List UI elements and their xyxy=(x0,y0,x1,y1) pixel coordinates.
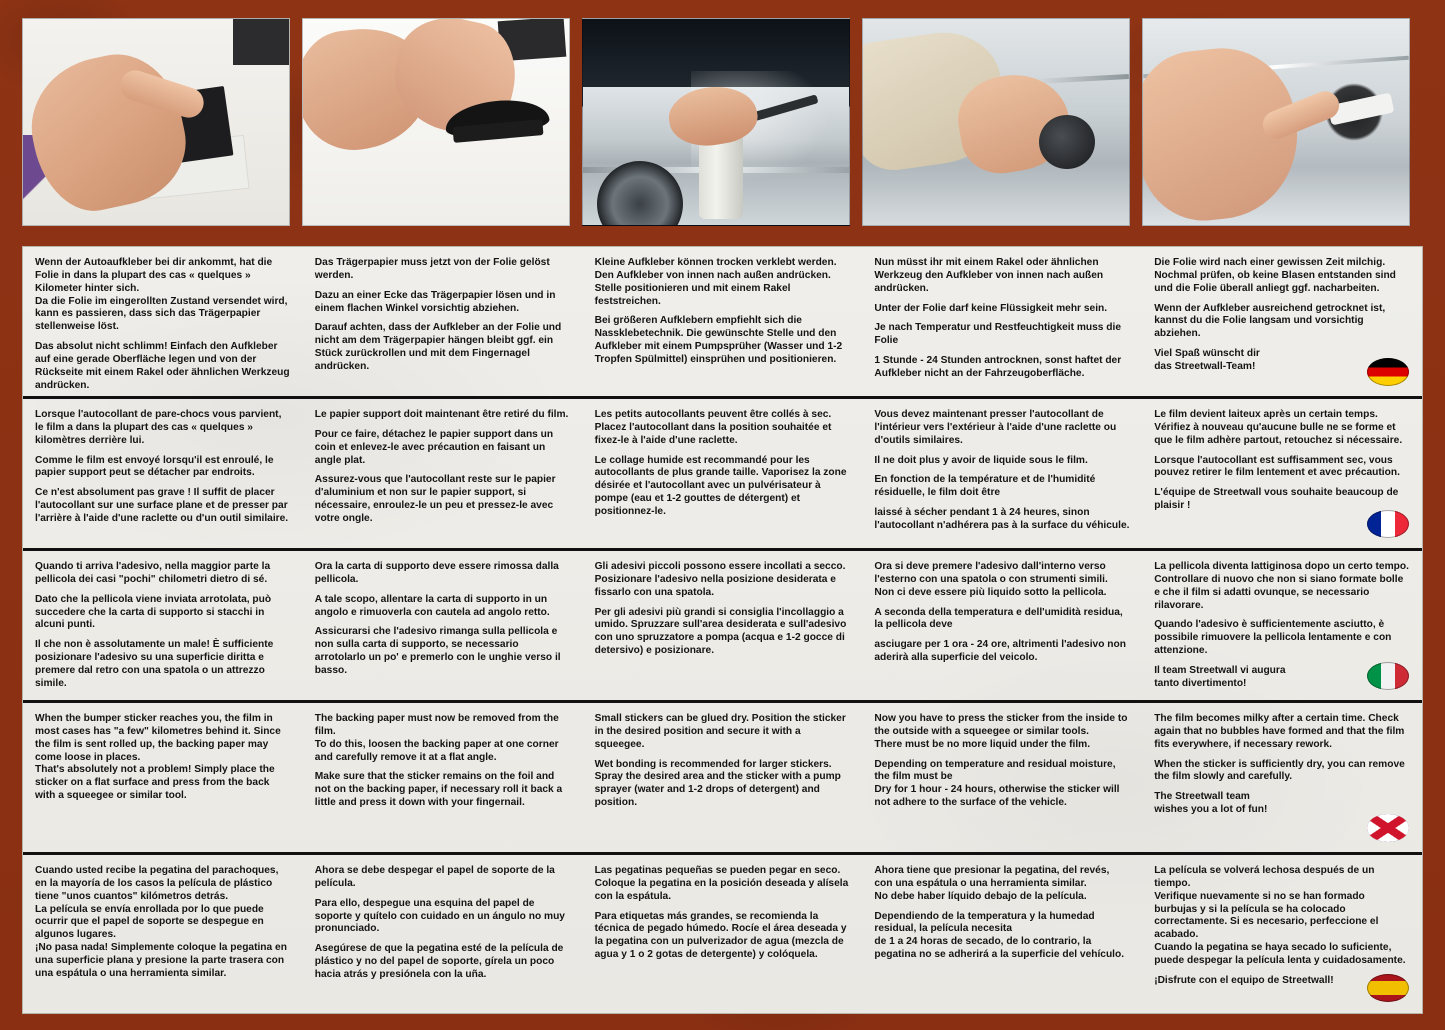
de-col-5 xyxy=(1142,247,1422,396)
en-col-4 xyxy=(862,703,1142,852)
en-col-3 xyxy=(583,703,863,852)
fr-col-3 xyxy=(583,399,863,548)
paragraph: Cuando usted recibe la pegatina del parachoques, en la mayoría de los casos la película de plástico tiene "unos cuantos" kilómetros detrás. La película se envía enrollada por lo que puede ocurrir que el papel de soporte se despegue en algunos lugares. ¡No pasa nada! Simplemente coloque la pegatina en una superficie plana y presione la parte trasera con una espátula o una herramienta similar. xyxy=(35,865,287,979)
paragraph: Small stickers can be glued dry. Position the sticker in the desired position and secure it with a squeegee. xyxy=(594,713,846,750)
photo4-squeegee xyxy=(1039,115,1095,169)
paragraph: Dato che la pellicola viene inviata arrotolata, può succedere che la carta di supporto si stacchi in alcuni punti. xyxy=(35,593,272,631)
language-row-it xyxy=(23,551,1422,703)
paragraph: Asegúrese de que la pegatina esté de la película de plástico y no del papel de soporte, gírela un poco hacia atrás y presiónela con la uña. xyxy=(314,943,564,980)
paragraph: Lorsque l'autocollant est suffisamment sec, vous pouvez retirer le film lentement et avec précaution. xyxy=(1154,454,1400,479)
paragraph: Assurez-vous que l'autocollant reste sur le papier d'aluminium et non sur le papier support, si nécessaire, enroulez-le un peu et pressez-le avec votre ongle. xyxy=(314,474,556,524)
french-flag-icon xyxy=(1367,510,1409,538)
fr-col-5 xyxy=(1142,399,1422,548)
paragraph: Ce n'est absolument pas grave ! Il suffit de placer l'autocollant sur une surface plane et de presser par l'arrière à l'aide d'une raclette ou d'un outil similaire. xyxy=(35,487,289,524)
paragraph: Assicurarsi che l'adesivo rimanga sulla pellicola e non sulla carta di supporto, se necessario arrotolarlo un po' e premerlo con le unghie verso il basso. xyxy=(314,626,561,676)
paragraph: Il team Streetwall vi augura tanto divertimento! xyxy=(1154,664,1286,689)
paragraph: The film becomes milky after a certain time. Check again that no bubbles have formed and that the film fits everywhere, if necessary rework. xyxy=(1154,713,1405,750)
it-col-2 xyxy=(303,551,583,700)
paragraph: Para etiquetas más grandes, se recomienda la técnica de pegado húmedo. Rocíe el área deseada y la pegatina con un pulverizador de agua (mezcla de agua y 1 o 2 gotas de detergente) y colóquela. xyxy=(594,910,847,961)
uk-flag-icon xyxy=(1367,814,1409,842)
paragraph: Quando ti arriva l'adesivo, nella maggior parte la pellicola dei casi "pochi" chilometri dietro di sé. xyxy=(35,561,271,585)
paragraph: La pellicola diventa lattiginosa dopo un certo tempo. Controllare di nuovo che non si siano formate bolle e che il film si adatti ovunque, se necessario rilavorare. xyxy=(1154,561,1409,611)
de-col-2 xyxy=(303,247,583,396)
fr-col-4 xyxy=(862,399,1142,548)
paragraph: Lorsque l'autocollant de pare-chocs vous parvient, le film a dans la plupart des cas « quelques » kilomètres derrière lui. xyxy=(35,409,282,446)
paragraph: asciugare per 1 ora - 24 ore, altrimenti l'adesivo non aderirà alla superficie del veicolo. xyxy=(874,639,1126,664)
photo-strip xyxy=(22,18,1423,226)
paragraph: Ahora se debe despegar el papel de soporte de la película. xyxy=(314,865,555,889)
paragraph: Vous devez maintenant presser l'autocollant de l'intérieur vers l'extérieur à l'aide d'une raclette ou d'outils similaires. xyxy=(874,409,1117,446)
paragraph: 1 Stunde - 24 Stunden antrocknen, sonst haftet der Aufkleber nicht an der Fahrzeugoberfläche. xyxy=(874,355,1122,379)
instructions-sheet xyxy=(22,246,1423,1014)
paragraph: L'équipe de Streetwall vous souhaite beaucoup de plaisir ! xyxy=(1154,487,1399,512)
paragraph: Il ne doit plus y avoir de liquide sous le film. xyxy=(874,454,1088,466)
de-col-3 xyxy=(583,247,863,396)
photo-two-hands-removing-backing-paper xyxy=(302,18,570,226)
paragraph: Unter der Folie darf keine Flüssigkeit mehr sein. xyxy=(874,302,1108,314)
photo1-dark-corner xyxy=(233,19,289,65)
paragraph: Dazu an einer Ecke das Trägerpapier lösen und in einem flachen Winkel vorsichtig abziehen. xyxy=(314,289,556,314)
italian-flag-icon xyxy=(1367,662,1409,690)
paragraph: When the bumper sticker reaches you, the film in most cases has "a few" kilometres behind it. Since the film is sent rolled up, the backing paper may come loose in places. That's absolutely not a problem! Simply place the sticker on a flat surface and press from the back with a squeegee or similar tool. xyxy=(35,713,281,802)
de-col-1 xyxy=(23,247,303,396)
es-col-3 xyxy=(583,855,863,1012)
paragraph: Wenn der Autoaufkleber bei dir ankommt, hat die Folie in dans la plupart des cas « quelques » Kilometer hinter sich. Da die Folie im eingerollten Zustand versendet wird, kann es passieren, dass sich das Trägerpapier stellenweise löst. xyxy=(35,257,288,333)
paragraph: Quando l'adesivo è sufficientemente asciutto, è possibile rimuovere la pellicola lentamente e con attenzione. xyxy=(1154,619,1392,657)
it-col-1 xyxy=(23,551,303,700)
paragraph: Die Folie wird nach einer gewissen Zeit milchig. Nochmal prüfen, ob keine Blasen entstanden sind und die Folie überall anliegt ggf. nacharbeiten. xyxy=(1154,257,1396,294)
paragraph: Ahora tiene que presionar la pegatina, del revés, con una espátula o una herramienta similar. No debe haber líquido debajo de la película. xyxy=(874,865,1110,902)
paragraph: Das Trägerpapier muss jetzt von der Folie gelöst werden. xyxy=(314,257,550,281)
paragraph: Le collage humide est recommandé pour les autocollants de plus grande taille. Vaporisez la zone désirée et l'autocollant avec un pulvérisateur à pompe (eau et 1-2 gouttes de détergent) et positionnez-le. xyxy=(594,454,847,517)
paragraph: Il che non è assolutamente un male! È sufficiente posizionare l'adesivo su una superficie diritta e premere dal retro con una spatola o un attrezzo simile. xyxy=(35,639,274,689)
es-col-2 xyxy=(303,855,583,1012)
paragraph: A seconda della temperatura e dell'umidità residua, la pellicola deve xyxy=(874,606,1123,631)
paragraph: laissé à sécher pendant 1 à 24 heures, sinon l'autocollant n'adhérera pas à la surface du véhicule. xyxy=(874,507,1130,531)
paragraph: Ora si deve premere l'adesivo dall'interno verso l'esterno con una spatola o con strumenti simili. Non ci deve essere più liquido sotto la pellicola. xyxy=(874,561,1108,598)
paragraph: Les petits autocollants peuvent être collés à sec. Placez l'autocollant dans la position souhaitée et fixez-le à l'aide d'une raclette. xyxy=(594,409,832,446)
paragraph: En fonction de la température et de l'humidité résiduelle, le film doit être xyxy=(874,474,1096,499)
paragraph: Das absolut nicht schlimm! Einfach den Aufkleber auf eine gerade Oberfläche legen und von der Rückseite mit einem Rakel oder ähnlichen Werkzeug andrücken. xyxy=(35,341,290,391)
paragraph: The backing paper must now be removed from the film. To do this, loosen the backing paper at one corner and carefully remove it at a flat angle. xyxy=(314,713,559,763)
german-flag-icon xyxy=(1367,358,1409,386)
paragraph: Ora la carta di supporto deve essere rimossa dalla pellicola. xyxy=(314,561,559,585)
language-row-en xyxy=(23,703,1422,855)
es-col-1 xyxy=(23,855,303,1012)
paragraph: Le papier support doit maintenant être retiré du film. xyxy=(314,409,569,420)
paragraph: When the sticker is sufficiently dry, you can remove the film slowly and carefully. xyxy=(1154,758,1405,783)
paragraph: Per gli adesivi più grandi si consiglia l'incollaggio a umido. Spruzzare sull'area desiderata e sull'adesivo con uno spruzzatore a pompa (acqua e 1-2 gocce di detersivo) e posizionare. xyxy=(594,606,847,657)
paragraph: Las pegatinas pequeñas se pueden pegar en seco. Coloque la pegatina en la posición deseada y alísela con la espátula. xyxy=(594,865,849,902)
photo-pressing-with-squeegee xyxy=(862,18,1130,226)
paragraph: The Streetwall team wishes you a lot of fun! xyxy=(1154,791,1268,816)
it-col-4 xyxy=(862,551,1142,700)
en-col-2 xyxy=(303,703,583,852)
paragraph: Dependiendo de la temperatura y la humedad residual, la película necesita de 1 a 24 horas de secado, de lo contrario, la pegatina no se adherirá a la superficie del vehículo. xyxy=(874,910,1125,961)
it-col-5 xyxy=(1142,551,1422,700)
language-row-es xyxy=(23,855,1422,1012)
photo-spraying-car-panel xyxy=(582,18,850,226)
es-col-5 xyxy=(1142,855,1422,1012)
paragraph: ¡Disfrute con el equipo de Streetwall! xyxy=(1154,974,1334,986)
es-col-4 xyxy=(862,855,1142,1012)
fr-col-1 xyxy=(23,399,303,548)
paragraph: Darauf achten, dass der Aufkleber an der Folie und nicht am dem Trägerpapier hängen bleibt ggf. ein Stück zurückrollen und mit dem Fingernagel andrücken. xyxy=(314,322,562,372)
paragraph: Bei größeren Aufklebern empfiehlt sich die Nassklebetechnik. Die gewünschte Stelle und den Aufkleber mit einem Pumpsprüher (Wasser und 1-2 Tropfen Spülmittel) einsprühen und positionieren. xyxy=(594,315,843,365)
de-col-4 xyxy=(862,247,1142,396)
paragraph: Nun müsst ihr mit einem Rakel oder ähnlichen Werkzeug den Aufkleber von innen nach außen andrücken. xyxy=(874,257,1104,294)
language-row-fr xyxy=(23,399,1422,551)
paragraph: Pour ce faire, détachez le papier support dans un coin et enlevez-le avec précaution en faisant un angle plat. xyxy=(314,428,554,466)
paragraph: Make sure that the sticker remains on the foil and not on the backing paper, if necessary roll it back a little and press it down with your fingernail. xyxy=(314,771,563,809)
language-row-de xyxy=(23,247,1422,399)
paragraph: Depending on temperature and residual moisture, the film must be Dry for 1 hour - 24 hours, otherwise the sticker will not adhere to the surface of the vehicle. xyxy=(874,758,1120,809)
paragraph: Le film devient laiteux après un certain temps. Vérifiez à nouveau qu'aucune bulle ne se forme et que le film adhère partout, retouchez si nécessaire. xyxy=(1154,409,1403,446)
paragraph: Comme le film est envoyé lorsqu'il est enroulé, le papier support peut se détacher par endroits. xyxy=(35,454,274,479)
paragraph: Viel Spaß wünscht dir das Streetwall-Team! xyxy=(1154,348,1260,372)
paragraph: Now you have to press the sticker from the inside to the outside with a squeegee or similar tools. There must be no more liquid under the film. xyxy=(874,713,1128,750)
paragraph: A tale scopo, allentare la carta di supporto in un angolo e rimuoverla con cautela ad angolo retto. xyxy=(314,593,550,618)
paragraph: Je nach Temperatur und Restfeuchtigkeit muss die Folie xyxy=(874,322,1122,347)
paragraph: Kleine Aufkleber können trocken verklebt werden. Den Aufkleber von innen nach außen andrücken. Stelle positionieren und mit einem Rakel feststreichen. xyxy=(594,257,837,307)
paragraph: Para ello, despegue una esquina del papel de soporte y quítelo con cuidado en un ángulo no muy pronunciado. xyxy=(314,897,565,935)
paragraph: Wenn der Aufkleber ausreichend getrocknet ist, kannst du die Folie langsam und vorsichtig abziehen. xyxy=(1154,302,1386,340)
en-col-1 xyxy=(23,703,303,852)
en-col-5 xyxy=(1142,703,1422,852)
spanish-flag-icon xyxy=(1367,974,1409,1002)
photo-removing-transfer-film xyxy=(1142,18,1410,226)
fr-col-2 xyxy=(303,399,583,548)
photo-hand-peeling-black-sticker xyxy=(22,18,290,226)
paragraph: La película se volverá lechosa después de un tiempo. Verifique nuevamente si no se han formado burbujas y si la película se ha colocado correctamente. Si es necesario, perfeccione el acabado. Cuando la pegatina se haya secado lo suficiente, puede despegar la película lenta y cuidadosamente. xyxy=(1154,865,1406,966)
it-col-3 xyxy=(583,551,863,700)
paragraph: Wet bonding is recommended for larger stickers. Spray the desired area and the sticker with a pump sprayer (water and 1-2 drops of detergent) and position. xyxy=(594,758,841,809)
paragraph: Gli adesivi piccoli possono essere incollati a secco. Posizionare l'adesivo nella posizione desiderata e fissarlo con una spatola. xyxy=(594,561,846,598)
